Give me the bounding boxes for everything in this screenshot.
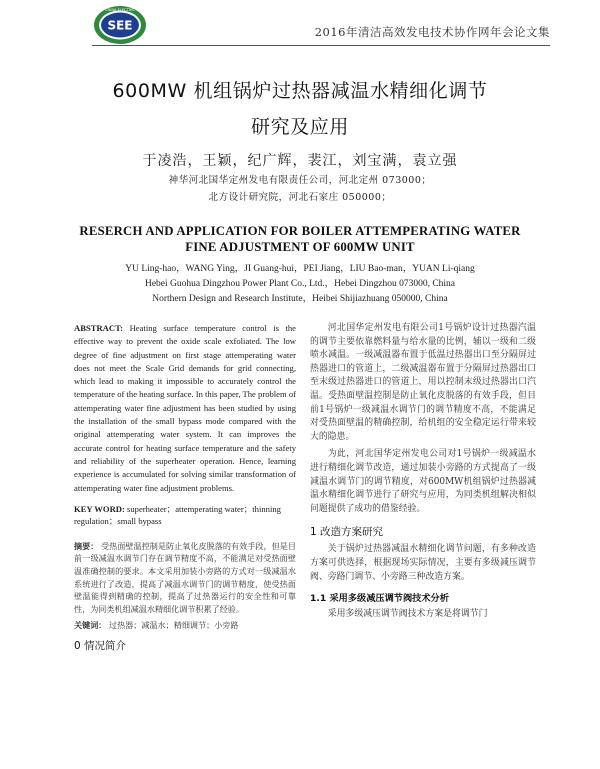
affiliation-cn-1: 神华河北国华定州发电有限责任公司，河北定州 073000； bbox=[168, 175, 432, 186]
intro-paragraph-2: 为此，河北国华定州发电公司对1号锅炉一级减温水进行精细化调节改造，通过加装小旁路的方式提高了一级减温水调节门的调节精度，对600MW机组锅炉过热器减温水精细化调节进行了研究与应用，为同类机组解决相似问题提供了成功的借鉴经验。 bbox=[310, 449, 536, 514]
affiliation-en-1: Hebei Guohua Dingzhou Power Plant Co., Ltd.，Hebei Dingzhou 073000, China bbox=[144, 279, 456, 289]
intro-paragraph-1: 河北国华定州发电有限公司1号锅炉设计过热器汽温的调节主要依靠燃料量与给水量的比例，辅以一级和二级喷水减温。一级减温器布置于低温过热器出口至分隔屏过热器进口的管道上，二级减温器布置于分隔屏过热器出口至末级过热器进口的管道上，用以控制末级过热器出口汽温。受热面壁温控制是防止氧化皮脱落的有效手段，但目前1号锅炉一级减温水调节门的调节精度不高，不能满足对受热面壁温的精确控制，给机组的安全稳定运行带来较大的隐患。 bbox=[310, 323, 536, 442]
keywords-cn-label: 关键词： bbox=[74, 620, 107, 631]
section-1-1-heading: 1.1 采用多级减压调节阀技术分析 bbox=[310, 593, 449, 605]
keywords-cn bbox=[74, 619, 296, 632]
affiliation-cn-2: 北方设计研究院，河北石家庄 050000； bbox=[208, 192, 392, 203]
left-column bbox=[74, 322, 296, 653]
paper-title-cn-line1: 600MW 机组锅炉过热器减温水精细化调节 bbox=[112, 80, 488, 102]
abstract-en-label: ABSTRACT: bbox=[74, 323, 124, 333]
proceedings-title: 2016年清洁高效发电技术协作网年会论文集 bbox=[314, 25, 550, 39]
logo-ring-text: CHINA ELECTRIC bbox=[105, 8, 135, 12]
logo-text: SEE bbox=[107, 18, 133, 33]
abstract-en bbox=[74, 322, 296, 495]
section-0-heading: 0 情况简介 bbox=[74, 640, 127, 653]
keywords-en bbox=[74, 503, 296, 528]
abstract-en-text: Heating surface temperature control is the effective way to prevent the oxide scale exfoliated. The low degree of fine adjustment on first stage attemperating water does not meet the Scale Grid demands for grid connecting, which lead to making it impossible to accurately control the temperature of the heating surface. In this paper, The problem of attemperating water fine adjustment has been studied by using the installation of the small bypass mode compared with the original attemperating water system. It can improves the accurate control for heating surface temperature and the safety and reliability of the superheater operation. Hence, learning experience is accumulated for solving similar transformation of attemperating water fine adjustment problems. bbox=[74, 323, 296, 493]
paper-title-en-line2: FINE ADJUSTMENT OF 600MW UNIT bbox=[185, 240, 415, 254]
keywords-en-label: KEY WORD: bbox=[74, 503, 125, 514]
paper-title-en-line1: RESERCH AND APPLICATION FOR BOILER ATTEMPERATING WATER bbox=[79, 224, 521, 238]
section-1-1-paragraph: 采用多级减压调节阀技术方案是将调节门 bbox=[327, 609, 488, 620]
abstract-cn bbox=[74, 540, 296, 616]
affiliation-en-2: Northern Design and Research Institute，Heibei Shijiazhuang 050000, China bbox=[152, 294, 448, 304]
section-1-paragraph: 关于锅炉过热器减温水精细化调节问题，有多种改造方案可供选择，根据现场实际情况，主要有多级减压调节阀、旁路门调节、小旁路三种改造方案。 bbox=[310, 544, 536, 582]
right-column bbox=[310, 322, 536, 622]
authors-cn: 于凌浩，王颖，纪广辉，裴江，刘宝满，袁立强 bbox=[142, 153, 458, 169]
abstract-cn-text: 受热面壁温控制是防止氧化皮脱落的有效手段，但是目前一级减温水调节门存在调节精度不高，不能满足对受热面壁温准确控制的要求。本文采用加装小旁路的方式对一级减温水系统进行了改造，提高了减温水调节门的调节精度，使受热面壁温能得到精确的控制，提高了过热器运行的安全性和可靠性，为同类机组减温水精细化调节积累了经验。 bbox=[74, 540, 296, 614]
section-1-heading: 1 改造方案研究 bbox=[310, 526, 384, 539]
authors-en: YU Ling-hao，WANG Ying，JI Guang-hui，PEI Jiang，LIU Bao-man，YUAN Li-qiang bbox=[125, 264, 475, 274]
see-logo bbox=[92, 4, 148, 46]
abstract-cn-label: 摘要： bbox=[74, 540, 99, 551]
page-header bbox=[0, 0, 600, 54]
keywords-en-text: superheater；attemperating water；thinning regulation；small bypass bbox=[74, 503, 281, 527]
keywords-cn-text: 过热器；减温水；精细调节；小旁路 bbox=[108, 620, 239, 631]
header-divider bbox=[92, 45, 550, 46]
paper-title-cn-line2: 研究及应用 bbox=[250, 116, 349, 138]
